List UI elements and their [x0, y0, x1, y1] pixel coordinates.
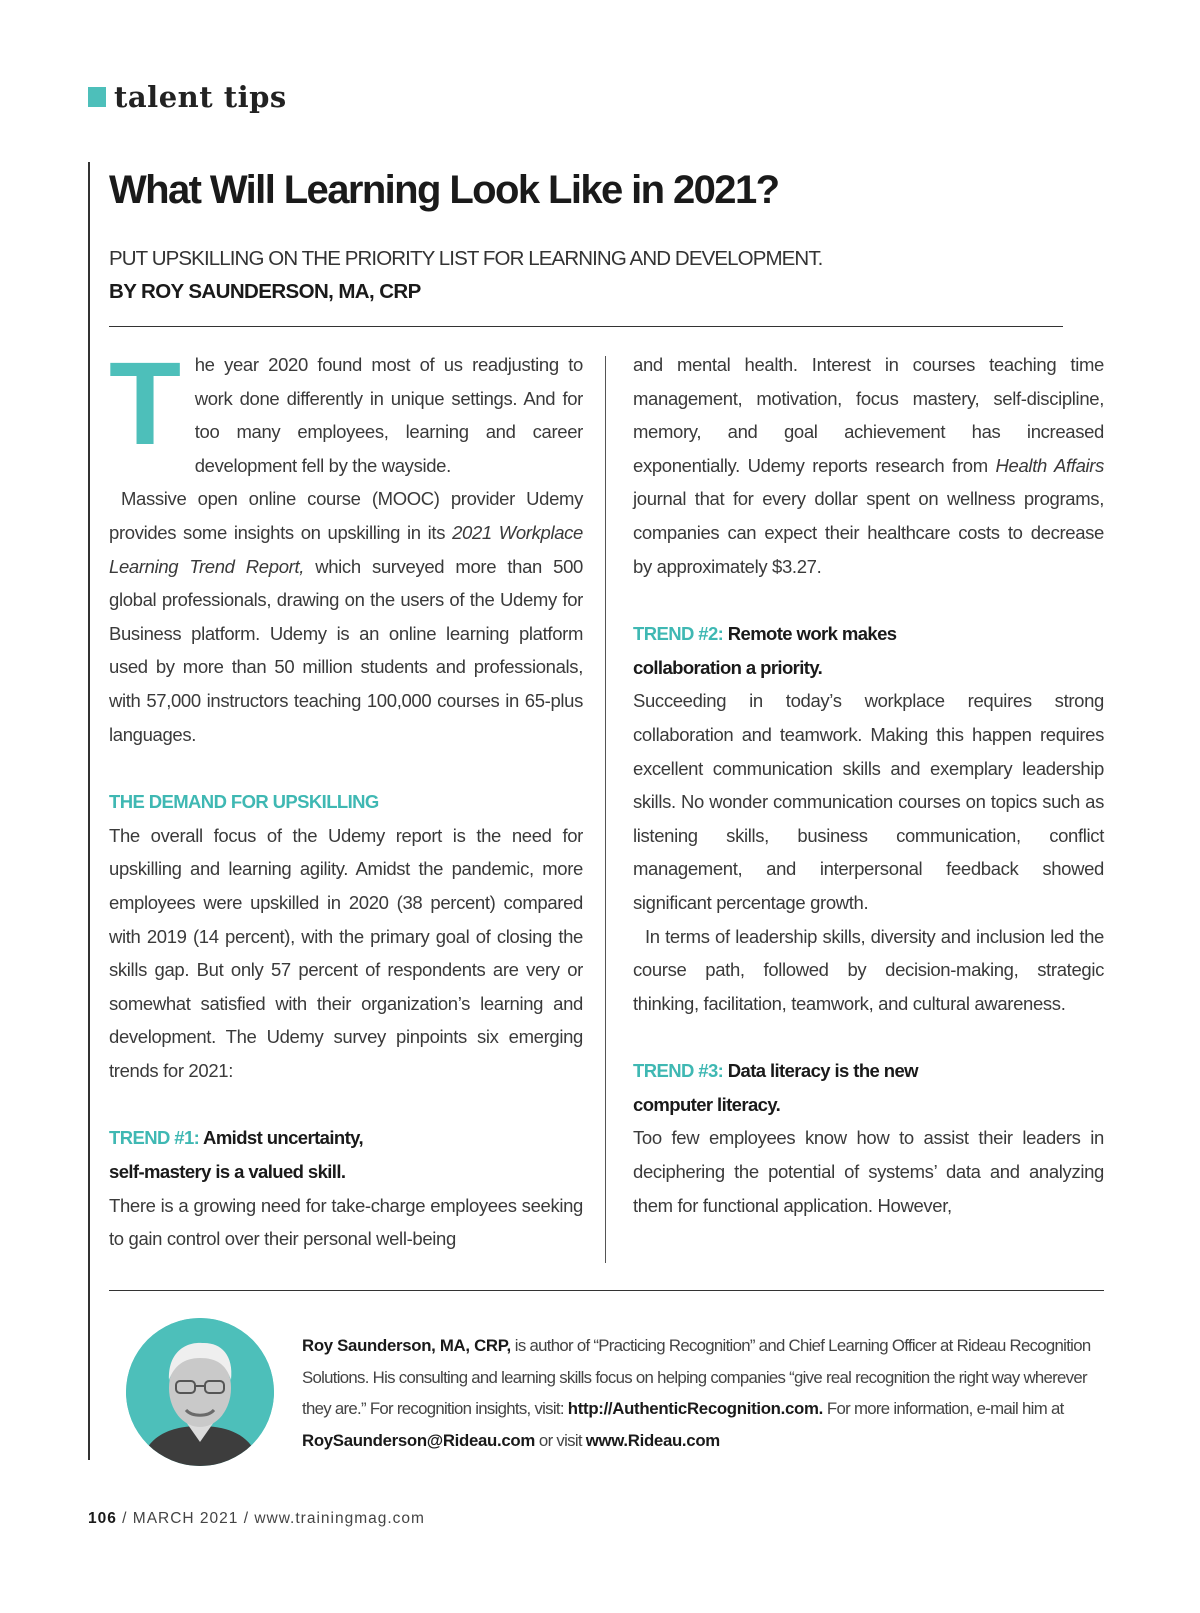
trend3-heading [633, 1054, 1104, 1121]
demand-paragraph: The overall focus of the Udemy report is the need for upskilling and learning agility. Amidst the pandemic, more employees were upskilled in 2020 (38 percent) compared with 2019 (14 percent), with the primary goal of closing the skills gap. But only 57 percent of respondents are very or somewhat satisfied with their organization’s learning and development. The Udemy survey pinpoints six emerging trends for 2021: [109, 824, 583, 1081]
trend2-title-1: Remote work makes [723, 623, 897, 645]
trend1-paragraph-left: There is a growing need for take-charge employees seeking to gain control over their personal well-being [109, 1194, 583, 1250]
header-divider [109, 326, 1063, 327]
rideau-website-link[interactable]: www.Rideau.com [585, 1430, 720, 1450]
author-portrait-icon [126, 1318, 274, 1466]
trend3-label: TREND #3: [633, 1060, 724, 1082]
mooc-paragraph [109, 482, 583, 751]
trend2-heading [633, 617, 1104, 684]
mooc-text-1: Massive open online course (MOOC) provider Udemy provides some insights on upskilling in its [109, 488, 583, 543]
article-title: What Will Learning Look Like in 2021? [109, 168, 779, 212]
report-title: 2021 Workplace Learning Trend Report, [109, 521, 583, 577]
trend2-label: TREND #2: [633, 623, 724, 645]
article-column-right [633, 348, 1104, 1222]
footer-issue: / MARCH 2021 / www.trainingmag.com [116, 1510, 425, 1527]
trend1-title-1: Amidst uncertainty, [199, 1127, 363, 1149]
trend1-title-2: self-mastery is a valued skill. [109, 1161, 346, 1183]
author-name: Roy Saunderson, MA, CRP, [302, 1336, 511, 1355]
trend3-title-1: Data literacy is the new [723, 1060, 918, 1082]
trend1-label: TREND #1: [109, 1127, 200, 1149]
author-website-link[interactable]: http://AuthenticRecognition.com. [567, 1399, 823, 1418]
page-number: 106 [88, 1510, 117, 1527]
trend1-paragraph-right [633, 348, 1104, 583]
author-email-link[interactable]: RoySaunderson@Rideau.com [302, 1430, 535, 1450]
trend1-heading [109, 1121, 583, 1188]
journal-name: Health Affairs [995, 454, 1105, 476]
demand-heading: THE DEMAND FOR UPSKILLING [109, 791, 379, 813]
trend1-right-text-1: and mental health. Interest in courses teaching time management, motivation, focus mastery, self-discipline, memory, and goal achievement has increased exponentially. Udemy reports research from [633, 354, 1104, 476]
bio-divider [109, 1290, 1104, 1291]
column-divider [605, 356, 606, 1263]
page-footer [88, 1510, 425, 1528]
article-column-left [109, 338, 583, 1256]
trend3-paragraph: Too few employees know how to assist their leaders in deciphering the potential of systems’ data and analyzing them for functional application. However, [633, 1127, 1104, 1216]
bio-text-2: For more information, e-mail him at [822, 1399, 1064, 1418]
section-square-icon [88, 87, 106, 107]
author-bio [302, 1330, 1102, 1456]
section-label: talent tips [114, 80, 287, 114]
mooc-text-2: which surveyed more than 500 global professionals, drawing on the users of the Udemy for Business platform. Udemy is an online learning platform used by more than 50 million students and professionals, with 57,000 instructors teaching 100,000 courses in 65-plus languages. [109, 555, 583, 745]
article-byline: BY ROY SAUNDERSON, MA, CRP [109, 280, 421, 303]
trend2-paragraph: Succeeding in today’s workplace requires strong collaboration and teamwork. Making this happen requires excellent communication skills and exemplary leadership skills. No wonder communication courses on topics such as listening skills, business communication, conflict management, and interpersonal feedback showed significant percentage growth. [633, 690, 1104, 913]
trend3-title-2: computer literacy. [633, 1093, 781, 1115]
trend2-paragraph-2: In terms of leadership skills, diversity and inclusion led the course path, followed by decision-making, strategic thinking, facilitation, teamwork, and cultural awareness. [633, 925, 1104, 1014]
article-subtitle: PUT UPSKILLING ON THE PRIORITY LIST FOR LEARNING AND DEVELOPMENT. [109, 247, 823, 270]
drop-cap: T [109, 338, 181, 470]
left-margin-rule [88, 162, 90, 1460]
section-tag [88, 80, 287, 114]
trend2-title-2: collaboration a priority. [633, 656, 823, 678]
bio-text-3: or visit [534, 1430, 586, 1450]
author-avatar [126, 1318, 274, 1466]
intro-text: he year 2020 found most of us readjusting to work done differently in unique settings. And for too many employees, learning and career development fell by the wayside. [194, 354, 583, 476]
bio-text-1: is author of “Practicing Recognition” and Chief Learning Officer at Rideau Recognition Solutions. His consulting and learning skills focus on helping companies “give real recognition the right way wherever they are.” For recognition insights, visit: [302, 1336, 1091, 1418]
trend1-right-text-2: journal that for every dollar spent on wellness programs, companies can expect their healthcare costs to decrease by approximately $3.27. [633, 488, 1104, 577]
intro-paragraph [109, 338, 583, 482]
